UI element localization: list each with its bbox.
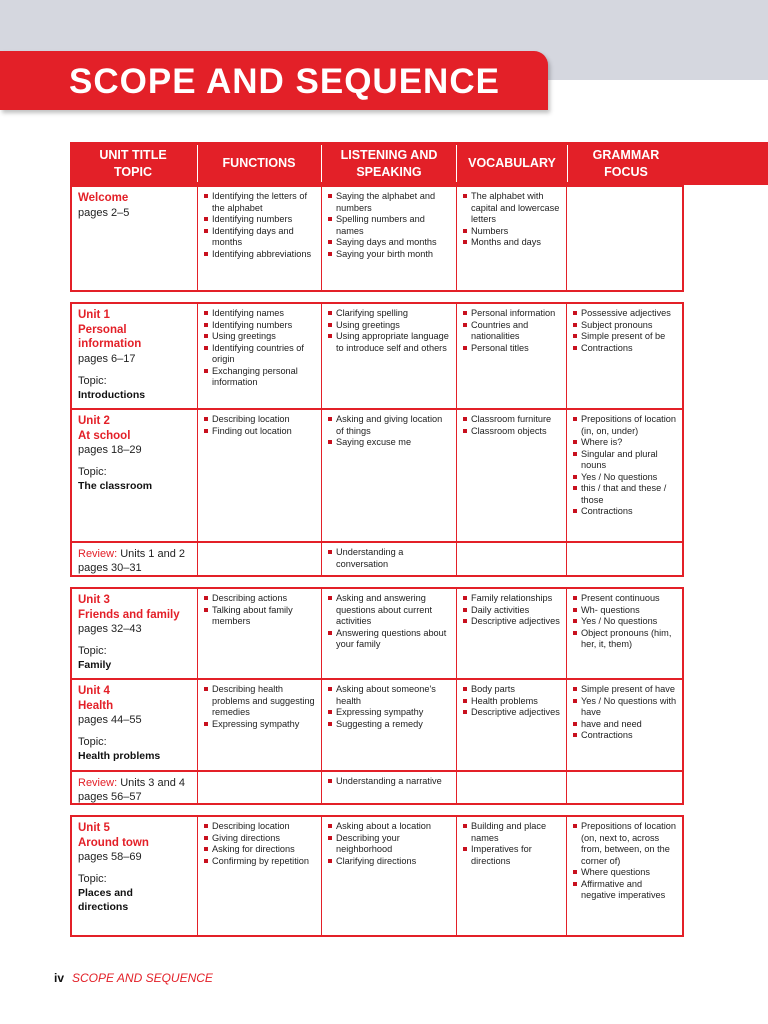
unit4-pages: pages 44–55 bbox=[78, 714, 142, 726]
list-item: Confirming by repetition bbox=[204, 856, 317, 868]
list-item: Prepositions of location (on, next to, across from, between, on the corner of) bbox=[573, 821, 677, 867]
welcome-block bbox=[70, 185, 684, 292]
list-item: Yes / No questions bbox=[573, 616, 677, 628]
table-header bbox=[70, 142, 768, 185]
unit3-functions bbox=[198, 589, 322, 678]
list-item: Wh- questions bbox=[573, 605, 677, 617]
list-item: Family relationships bbox=[463, 593, 562, 605]
list-item: The alphabet with capital and lowercase letters bbox=[463, 191, 562, 226]
list-item: Understanding a narrative bbox=[328, 776, 451, 788]
list-item: Talking about family members bbox=[204, 605, 317, 628]
welcome-pages: pages 2–5 bbox=[78, 206, 130, 219]
list-item: Asking and giving location of things bbox=[328, 414, 451, 437]
review2-listening bbox=[322, 772, 456, 803]
list-item: Describing your neighborhood bbox=[328, 833, 451, 856]
list-item: Descriptive adjectives bbox=[463, 707, 562, 719]
unit3-pages: pages 32–43 bbox=[78, 623, 142, 635]
unit2-grammar bbox=[567, 410, 682, 541]
unit5-row bbox=[72, 817, 682, 935]
unit4-grammar bbox=[567, 680, 682, 770]
review1-listening bbox=[322, 543, 456, 575]
unit1-pages: pages 6–17 bbox=[78, 352, 136, 365]
unit1-vocabulary bbox=[457, 304, 567, 408]
review2-label: Review: bbox=[78, 777, 118, 789]
unit2-functions bbox=[198, 410, 322, 541]
list-item: Classroom furniture bbox=[463, 414, 562, 426]
list-item: have and need bbox=[573, 719, 677, 731]
list-item: Personal titles bbox=[463, 343, 562, 355]
unit5-listening bbox=[322, 817, 456, 935]
list-item: Describing actions bbox=[204, 593, 317, 605]
list-item: Using appropriate language to introduce self and others bbox=[328, 331, 451, 354]
list-item: Using greetings bbox=[328, 320, 451, 332]
list-item: Identifying numbers bbox=[204, 214, 317, 226]
unit3-unit-cell: Unit 3 Friends and family pages 32–43 Topic: Family bbox=[72, 589, 197, 678]
list-item: Countries and nationalities bbox=[463, 320, 562, 343]
unit1-topic: Introductions bbox=[78, 388, 146, 401]
list-item: Asking about a location bbox=[328, 821, 451, 833]
unit2-row bbox=[72, 410, 682, 541]
unit4-topic: Health problems bbox=[78, 750, 161, 762]
unit3-grammar bbox=[567, 589, 682, 678]
list-item: this / that and these / those bbox=[573, 483, 677, 506]
review2-pages: pages 56–57 bbox=[78, 791, 142, 803]
header-grammar-focus: GRAMMAR FOCUS bbox=[592, 147, 660, 179]
list-item: Expressing sympathy bbox=[204, 719, 317, 731]
unit2-topic: The classroom bbox=[78, 480, 153, 492]
list-item: Understanding a conversation bbox=[328, 547, 451, 570]
unit-5-block bbox=[70, 815, 684, 937]
unit5-functions bbox=[198, 817, 322, 935]
unit3-row bbox=[72, 589, 682, 678]
review2-unit-cell: Review: Units 3 and 4 pages 56–57 bbox=[72, 772, 197, 803]
review1-functions bbox=[198, 543, 322, 575]
review2-functions bbox=[198, 772, 322, 803]
welcome-vocabulary bbox=[457, 187, 567, 290]
list-item: Exchanging personal information bbox=[204, 366, 317, 389]
list-item: Affirmative and negative imperatives bbox=[573, 879, 677, 902]
unit4-functions bbox=[198, 680, 322, 770]
title-banner bbox=[0, 51, 548, 110]
list-item: Object pronouns (him, her, it, them) bbox=[573, 628, 677, 651]
list-item: Contractions bbox=[573, 343, 677, 355]
review1-unit-cell: Review: Units 1 and 2 pages 30–31 bbox=[72, 543, 197, 575]
list-item: Saying days and months bbox=[328, 237, 451, 249]
list-item: Numbers bbox=[463, 226, 562, 238]
list-item: Asking about someone's health bbox=[328, 684, 451, 707]
list-item: Daily activities bbox=[463, 605, 562, 617]
list-item: Asking for directions bbox=[204, 844, 317, 856]
list-item: Descriptive adjectives bbox=[463, 616, 562, 628]
unit5-pages: pages 58–69 bbox=[78, 851, 142, 863]
unit4-unit-cell: Unit 4 Health pages 44–55 Topic: Health problems bbox=[72, 680, 197, 770]
unit4-label: Unit 4 bbox=[78, 685, 110, 697]
list-item: Identifying days and months bbox=[204, 226, 317, 249]
unit1-unit-cell: Unit 1 Personal information pages 6–17 Topic: Introductions bbox=[72, 304, 197, 408]
unit2-label: Unit 2 bbox=[78, 415, 110, 427]
list-item: Months and days bbox=[463, 237, 562, 249]
unit1-listening bbox=[322, 304, 456, 408]
list-item: Yes / No questions with have bbox=[573, 696, 677, 719]
list-item: Body parts bbox=[463, 684, 562, 696]
list-item: Describing location bbox=[204, 821, 317, 833]
footer-title: SCOPE AND SEQUENCE bbox=[72, 971, 213, 985]
unit2-pages: pages 18–29 bbox=[78, 444, 142, 456]
list-item: Describing location bbox=[204, 414, 317, 426]
list-item: Asking and answering questions about current activities bbox=[328, 593, 451, 628]
unit5-label: Unit 5 bbox=[78, 822, 110, 834]
list-item: Suggesting a remedy bbox=[328, 719, 451, 731]
unit4-listening bbox=[322, 680, 456, 770]
review1-row bbox=[72, 543, 682, 575]
list-item: Identifying numbers bbox=[204, 320, 317, 332]
list-item: Giving directions bbox=[204, 833, 317, 845]
list-item: Subject pronouns bbox=[573, 320, 677, 332]
list-item: Yes / No questions bbox=[573, 472, 677, 484]
page-footer bbox=[54, 971, 213, 985]
header-functions: FUNCTIONS bbox=[222, 156, 296, 170]
review1-label: Review: bbox=[78, 548, 118, 560]
list-item: Imperatives for directions bbox=[463, 844, 562, 867]
review1-pages: pages 30–31 bbox=[78, 562, 142, 574]
welcome-grammar bbox=[567, 187, 682, 290]
list-item: Simple present of have bbox=[573, 684, 677, 696]
list-item: Where is? bbox=[573, 437, 677, 449]
list-item: Contractions bbox=[573, 730, 677, 742]
welcome-functions bbox=[198, 187, 322, 290]
unit5-grammar bbox=[567, 817, 682, 935]
list-item: Present continuous bbox=[573, 593, 677, 605]
unit3-label: Unit 3 bbox=[78, 594, 110, 606]
unit5-unit-cell: Unit 5 Around town pages 58–69 Topic: Places and directions bbox=[72, 817, 197, 935]
unit1-row bbox=[72, 304, 682, 408]
list-item: Finding out location bbox=[204, 426, 317, 438]
list-item: Clarifying spelling bbox=[328, 308, 451, 320]
unit4-row bbox=[72, 680, 682, 770]
unit3-topic: Family bbox=[78, 659, 112, 671]
welcome-listening bbox=[322, 187, 456, 290]
list-item: Contractions bbox=[573, 506, 677, 518]
list-item: Using greetings bbox=[204, 331, 317, 343]
page-title: SCOPE AND SEQUENCE bbox=[69, 62, 500, 101]
review2-row bbox=[72, 772, 682, 803]
review1-grammar bbox=[567, 543, 682, 575]
welcome-title: Welcome bbox=[78, 192, 129, 204]
list-item: Saying the alphabet and numbers bbox=[328, 191, 451, 214]
list-item: Health problems bbox=[463, 696, 562, 708]
list-item: Identifying countries of origin bbox=[204, 343, 317, 366]
list-item: Identifying names bbox=[204, 308, 317, 320]
unit5-vocabulary bbox=[457, 817, 567, 935]
welcome-row bbox=[72, 187, 682, 290]
welcome-unit-cell bbox=[72, 187, 197, 290]
header-unit-title-topic: UNIT TITLE TOPIC bbox=[99, 147, 167, 179]
unit4-vocabulary bbox=[457, 680, 567, 770]
units-1-2-block bbox=[70, 302, 684, 577]
header-listening-speaking: LISTENING AND SPEAKING bbox=[340, 147, 438, 179]
list-item: Prepositions of location (in, on, under) bbox=[573, 414, 677, 437]
page-number: iv bbox=[54, 971, 65, 985]
unit2-listening bbox=[322, 410, 456, 541]
list-item: Classroom objects bbox=[463, 426, 562, 438]
header-vocabulary: VOCABULARY bbox=[468, 156, 556, 170]
review2-vocabulary bbox=[457, 772, 567, 803]
list-item: Where questions bbox=[573, 867, 677, 879]
list-item: Identifying abbreviations bbox=[204, 249, 317, 261]
unit1-label: Unit 1 bbox=[78, 309, 110, 321]
list-item: Expressing sympathy bbox=[328, 707, 451, 719]
list-item: Possessive adjectives bbox=[573, 308, 677, 320]
list-item: Singular and plural nouns bbox=[573, 449, 677, 472]
unit3-listening bbox=[322, 589, 456, 678]
list-item: Simple present of be bbox=[573, 331, 677, 343]
unit5-topic: Places and bbox=[78, 887, 133, 899]
list-item: Saying excuse me bbox=[328, 437, 451, 449]
list-item: Answering questions about your family bbox=[328, 628, 451, 651]
list-item: Saying your birth month bbox=[328, 249, 451, 261]
list-item: Describing health problems and suggesting remedies bbox=[204, 684, 317, 719]
units-3-4-block bbox=[70, 587, 684, 805]
unit2-unit-cell: Unit 2 At school pages 18–29 Topic: The classroom bbox=[72, 410, 197, 541]
unit2-vocabulary bbox=[457, 410, 567, 541]
list-item: Clarifying directions bbox=[328, 856, 451, 868]
unit1-functions bbox=[198, 304, 322, 408]
review1-vocabulary bbox=[457, 543, 567, 575]
unit1-grammar bbox=[567, 304, 682, 408]
list-item: Building and place names bbox=[463, 821, 562, 844]
list-item: Identifying the letters of the alphabet bbox=[204, 191, 317, 214]
review2-grammar bbox=[567, 772, 682, 803]
list-item: Personal information bbox=[463, 308, 562, 320]
unit3-vocabulary bbox=[457, 589, 567, 678]
list-item: Spelling numbers and names bbox=[328, 214, 451, 237]
